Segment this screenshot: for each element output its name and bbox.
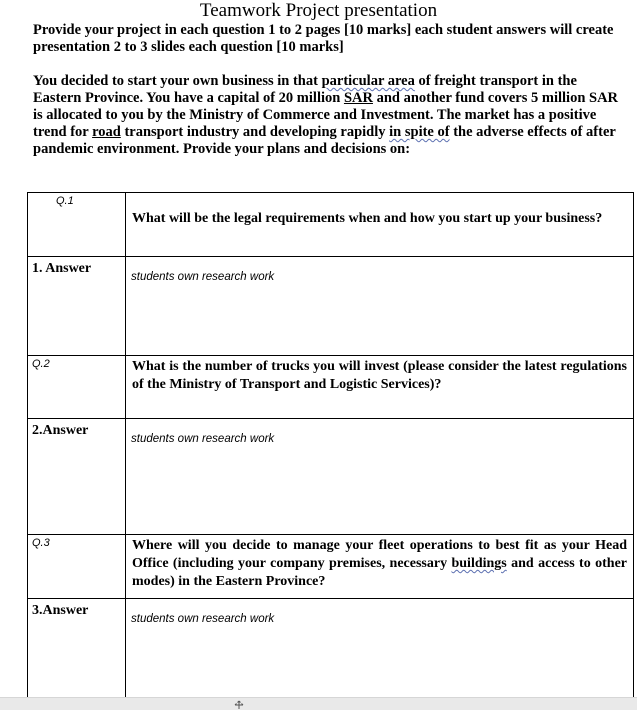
table-row (28, 356, 634, 419)
scenario-text: SAR (343, 90, 373, 106)
answer-cell[interactable] (126, 419, 634, 535)
table-row (28, 599, 634, 699)
scenario-text: the adverse effects of after pandemic environment. Provide your plans and decisions on: (33, 124, 616, 157)
scenario-text: transport industry and developing rapidly (120, 124, 390, 140)
answer-cell[interactable] (126, 257, 634, 356)
status-bar (0, 697, 637, 710)
answer-label: 2.Answer (32, 423, 89, 438)
scenario-text: You decided to start your own business in that (33, 73, 322, 89)
question-number-cell[interactable] (28, 535, 126, 599)
table-row (28, 419, 634, 535)
question-text (126, 535, 633, 591)
question-number: Q.1 (56, 195, 74, 207)
answer-label-cell[interactable] (28, 599, 126, 699)
scenario-text: of freight transport in the Eastern Province. You have a capital of 20 million (33, 73, 577, 106)
answer-text: students own research work (131, 433, 275, 445)
answer-label-cell[interactable] (28, 257, 126, 356)
question-number: Q.2 (32, 358, 50, 370)
table-row (28, 193, 634, 257)
question-text-cell[interactable] (126, 356, 634, 419)
question-text: What will be the legal requirements when and how you start up your business? (132, 211, 603, 226)
answer-text: students own research work (131, 271, 275, 283)
question-number: Q.3 (32, 537, 50, 549)
intro-instructions: Provide your project in each question 1 to 2 pages [10 marks] each student answers will create presentation 2 to 3 slides each question [10 marks] (33, 22, 614, 55)
spellcheck-flag[interactable]: buildings (451, 556, 507, 571)
question-text-cell[interactable] (126, 535, 634, 599)
move-cursor-icon (233, 700, 245, 709)
answer-cell[interactable] (126, 599, 634, 699)
question-number-cell[interactable] (28, 193, 126, 257)
question-number-cell[interactable] (28, 356, 126, 419)
answer-label: 1. Answer (32, 261, 92, 276)
question-text-part: Where will you decide to manage your fleet operations to best fit as your Head Office (including your company premises, necessary (132, 538, 627, 571)
answer-label: 3.Answer (32, 603, 89, 618)
scenario-paragraph (33, 73, 628, 158)
table-row (28, 257, 634, 356)
answer-label-cell[interactable] (28, 419, 126, 535)
question-text: What is the number of trucks you will invest (please consider the latest regulations of the Ministry of Transport and Logistic Services)? (132, 359, 627, 392)
question-text-cell[interactable] (126, 193, 634, 257)
answer-text: students own research work (131, 613, 275, 625)
spellcheck-flag[interactable]: particular area (321, 73, 415, 89)
table-row (28, 535, 634, 599)
spellcheck-flag[interactable]: in spite of (389, 124, 450, 140)
question-text-part: and access to other modes) in the Eastern Province? (132, 556, 627, 589)
questions-table (27, 192, 634, 699)
scenario-text: road (92, 124, 121, 140)
document-title: Teamwork Project presentation (199, 0, 438, 21)
scenario-text: and another fund covers 5 million SAR is allocated to you by the Ministry of Commerce and Investment. The market has a positive trend for (33, 90, 619, 140)
